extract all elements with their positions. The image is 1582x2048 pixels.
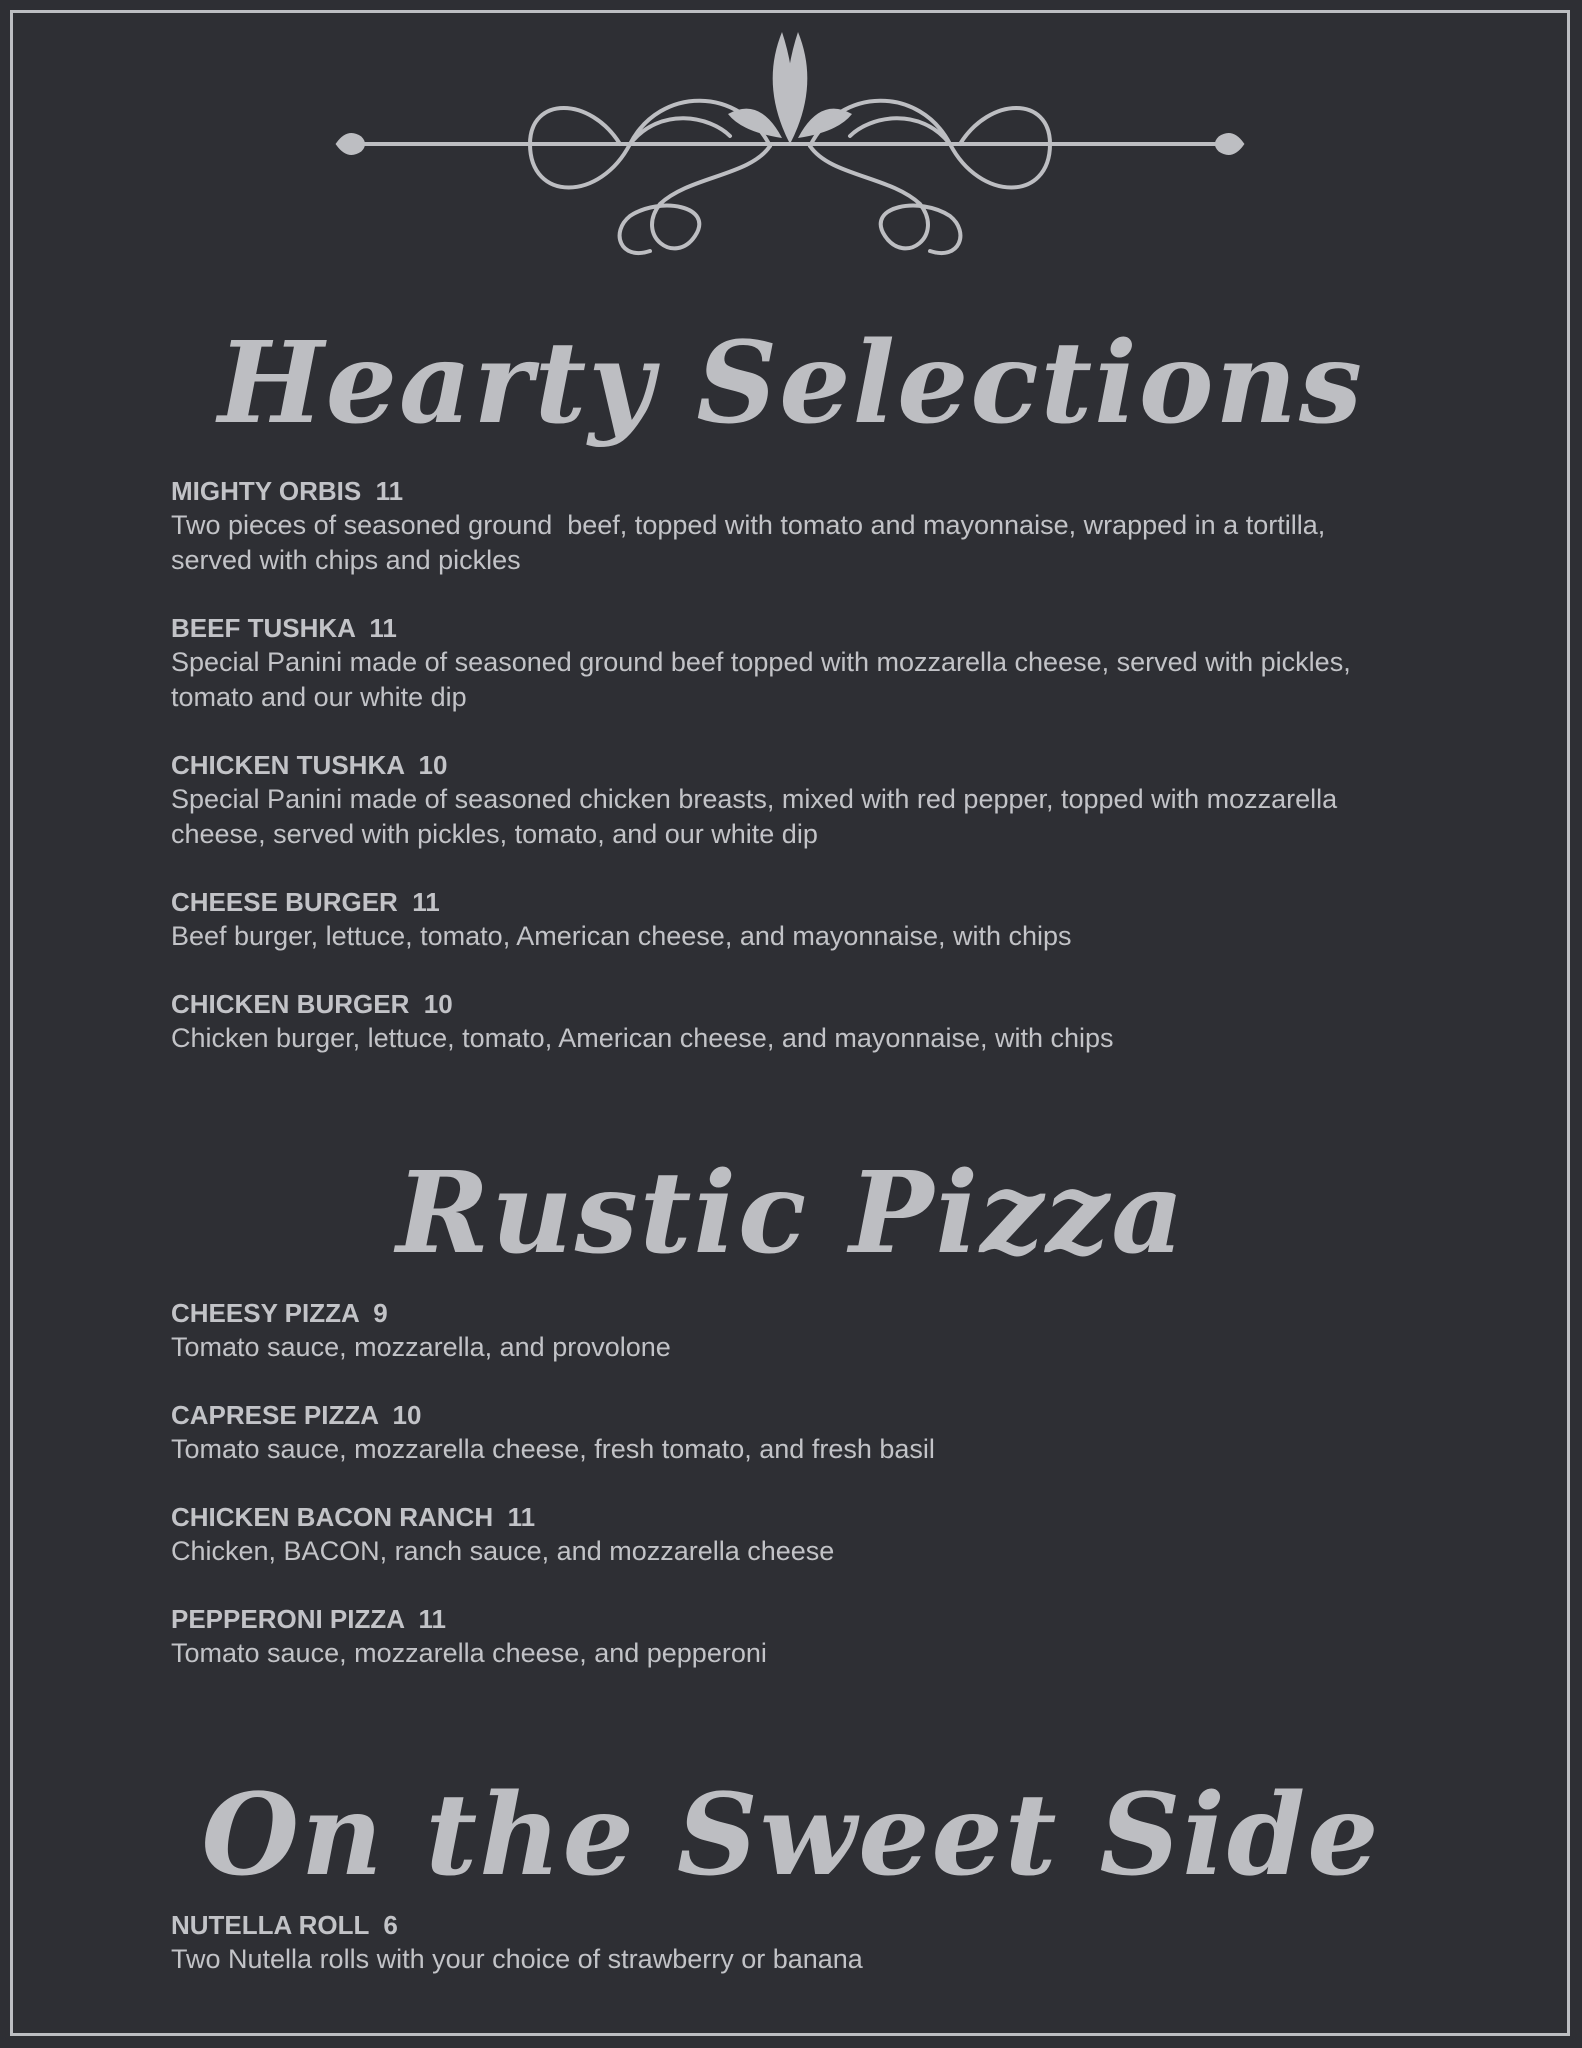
item-price: 10 <box>418 750 448 780</box>
item-description: Tomato sauce, mozzarella cheese, fresh tomato, and fresh basil <box>171 1434 935 1464</box>
item-description: Chicken, BACON, ranch sauce, and mozzarella cheese <box>171 1536 835 1566</box>
sweet-side-list <box>171 1908 1471 2010</box>
item-name: PEPPERONI PIZZA 11 <box>171 1604 447 1634</box>
menu-item <box>171 1296 1471 1365</box>
menu-item <box>171 748 1471 852</box>
rustic-pizza-list <box>171 1296 1471 1704</box>
item-price: 10 <box>392 1400 422 1430</box>
item-description: Special Panini made of seasoned ground beef topped with mozzarella cheese, served with pickles, tomato and our white dip <box>171 647 1351 712</box>
item-description: Chicken burger, lettuce, tomato, American cheese, and mayonnaise, with chips <box>171 1023 1114 1053</box>
section-title-hearty-selections: Hearty Selections <box>217 318 1365 449</box>
menu-item <box>171 474 1471 578</box>
item-price: 10 <box>423 989 453 1019</box>
item-name: CHEESY PIZZA 9 <box>171 1298 388 1328</box>
item-price: 11 <box>507 1502 536 1532</box>
menu-item <box>171 1398 1471 1467</box>
item-price: 6 <box>383 1910 398 1940</box>
item-description: Beef burger, lettuce, tomato, American cheese, and mayonnaise, with chips <box>171 921 1072 951</box>
item-name: CHICKEN TUSHKA 10 <box>171 750 448 780</box>
item-price: 11 <box>418 1604 447 1634</box>
item-name: CHICKEN BACON RANCH 11 <box>171 1502 536 1532</box>
menu-item <box>171 987 1471 1056</box>
item-price: 11 <box>375 476 404 506</box>
menu-item <box>171 885 1471 954</box>
item-description: Two pieces of seasoned ground beef, topped with tomato and mayonnaise, wrapped in a tortilla, served with chips and pickles <box>171 510 1326 575</box>
item-name: CHICKEN BURGER 10 <box>171 989 453 1019</box>
hearty-selections-list <box>171 474 1471 1089</box>
section-title-on-the-sweet-side: On the Sweet Side <box>201 1770 1381 1901</box>
menu-item <box>171 1602 1471 1671</box>
item-price: 9 <box>373 1298 388 1328</box>
section-title-rustic-pizza: Rustic Pizza <box>396 1148 1186 1279</box>
menu-item <box>171 1908 1471 1977</box>
item-description: Two Nutella rolls with your choice of strawberry or banana <box>171 1944 863 1974</box>
item-name: BEEF TUSHKA 11 <box>171 613 397 643</box>
item-description: Special Panini made of seasoned chicken breasts, mixed with red pepper, topped with mozzarella cheese, served with pickles, tomato, and our white dip <box>171 784 1338 849</box>
item-name: NUTELLA ROLL 6 <box>171 1910 398 1940</box>
item-price: 11 <box>412 887 440 917</box>
flourish-divider-icon <box>330 26 1250 266</box>
menu-item <box>171 1500 1471 1569</box>
item-name: CHEESE BURGER 11 <box>171 887 440 917</box>
item-name: CAPRESE PIZZA 10 <box>171 1400 422 1430</box>
item-description: Tomato sauce, mozzarella cheese, and pepperoni <box>171 1638 767 1668</box>
item-name: MIGHTY ORBIS 11 <box>171 476 404 506</box>
item-price: 11 <box>369 613 397 643</box>
item-description: Tomato sauce, mozzarella, and provolone <box>171 1332 671 1362</box>
menu-item <box>171 611 1471 715</box>
